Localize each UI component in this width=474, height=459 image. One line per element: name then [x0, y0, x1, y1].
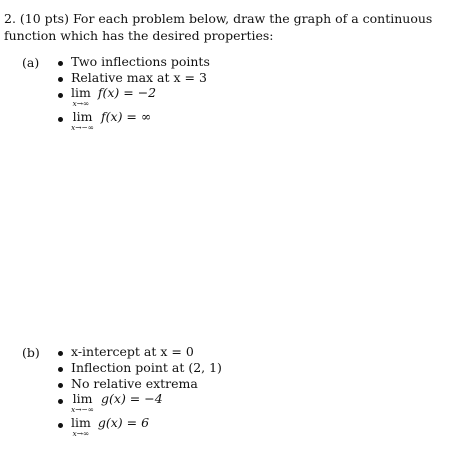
part-b-list: [58, 345, 222, 441]
lim-word: lim: [71, 85, 91, 100]
bullet-icon: [58, 399, 63, 404]
limit-expression: g(x) = 6: [97, 415, 150, 430]
bullet-icon: [58, 351, 63, 356]
list-item: [58, 111, 210, 135]
lim-word: lim: [72, 109, 93, 124]
problem-statement: 2. (10 pts) For each problem below, draw the graph of a continuous function which has the desired properties:: [4, 11, 433, 43]
limit-operator: [71, 87, 91, 108]
list-item: [58, 345, 222, 361]
item-text: Inflection point at (2, 1): [71, 360, 222, 375]
item-text: No relative extrema: [71, 376, 198, 391]
list-item: [58, 55, 210, 71]
list-item: [58, 417, 222, 441]
limit-expression: g(x) = −4: [101, 391, 163, 406]
part-a-list: [58, 55, 210, 135]
list-item: [58, 361, 222, 377]
list-item: [58, 87, 210, 111]
limit-operator: [71, 111, 94, 132]
list-item: [58, 393, 222, 417]
lim-word: lim: [71, 415, 91, 430]
item-text: x-intercept at x = 0: [71, 344, 194, 359]
limit-operator: [71, 393, 94, 414]
lim-word: lim: [72, 391, 93, 406]
bullet-icon: [58, 383, 63, 388]
lim-subscript: x→∞: [72, 429, 90, 438]
lim-subscript: x→−∞: [71, 405, 95, 414]
bullet-icon: [58, 423, 63, 428]
limit-expression: f(x) = −2: [97, 85, 157, 100]
bullet-icon: [58, 61, 63, 66]
lim-subscript: x→−∞: [71, 123, 95, 132]
lim-subscript: x→∞: [72, 99, 90, 108]
bullet-icon: [58, 77, 63, 82]
part-b-label: (b): [22, 345, 40, 360]
item-text: Relative max at x = 3: [71, 70, 207, 85]
bullet-icon: [58, 367, 63, 372]
limit-expression: f(x) = ∞: [101, 109, 152, 124]
item-text: Two inflections points: [71, 54, 210, 69]
part-a-label: (a): [22, 55, 40, 70]
bullet-icon: [58, 93, 63, 98]
limit-operator: [71, 417, 91, 438]
bullet-icon: [58, 117, 63, 122]
